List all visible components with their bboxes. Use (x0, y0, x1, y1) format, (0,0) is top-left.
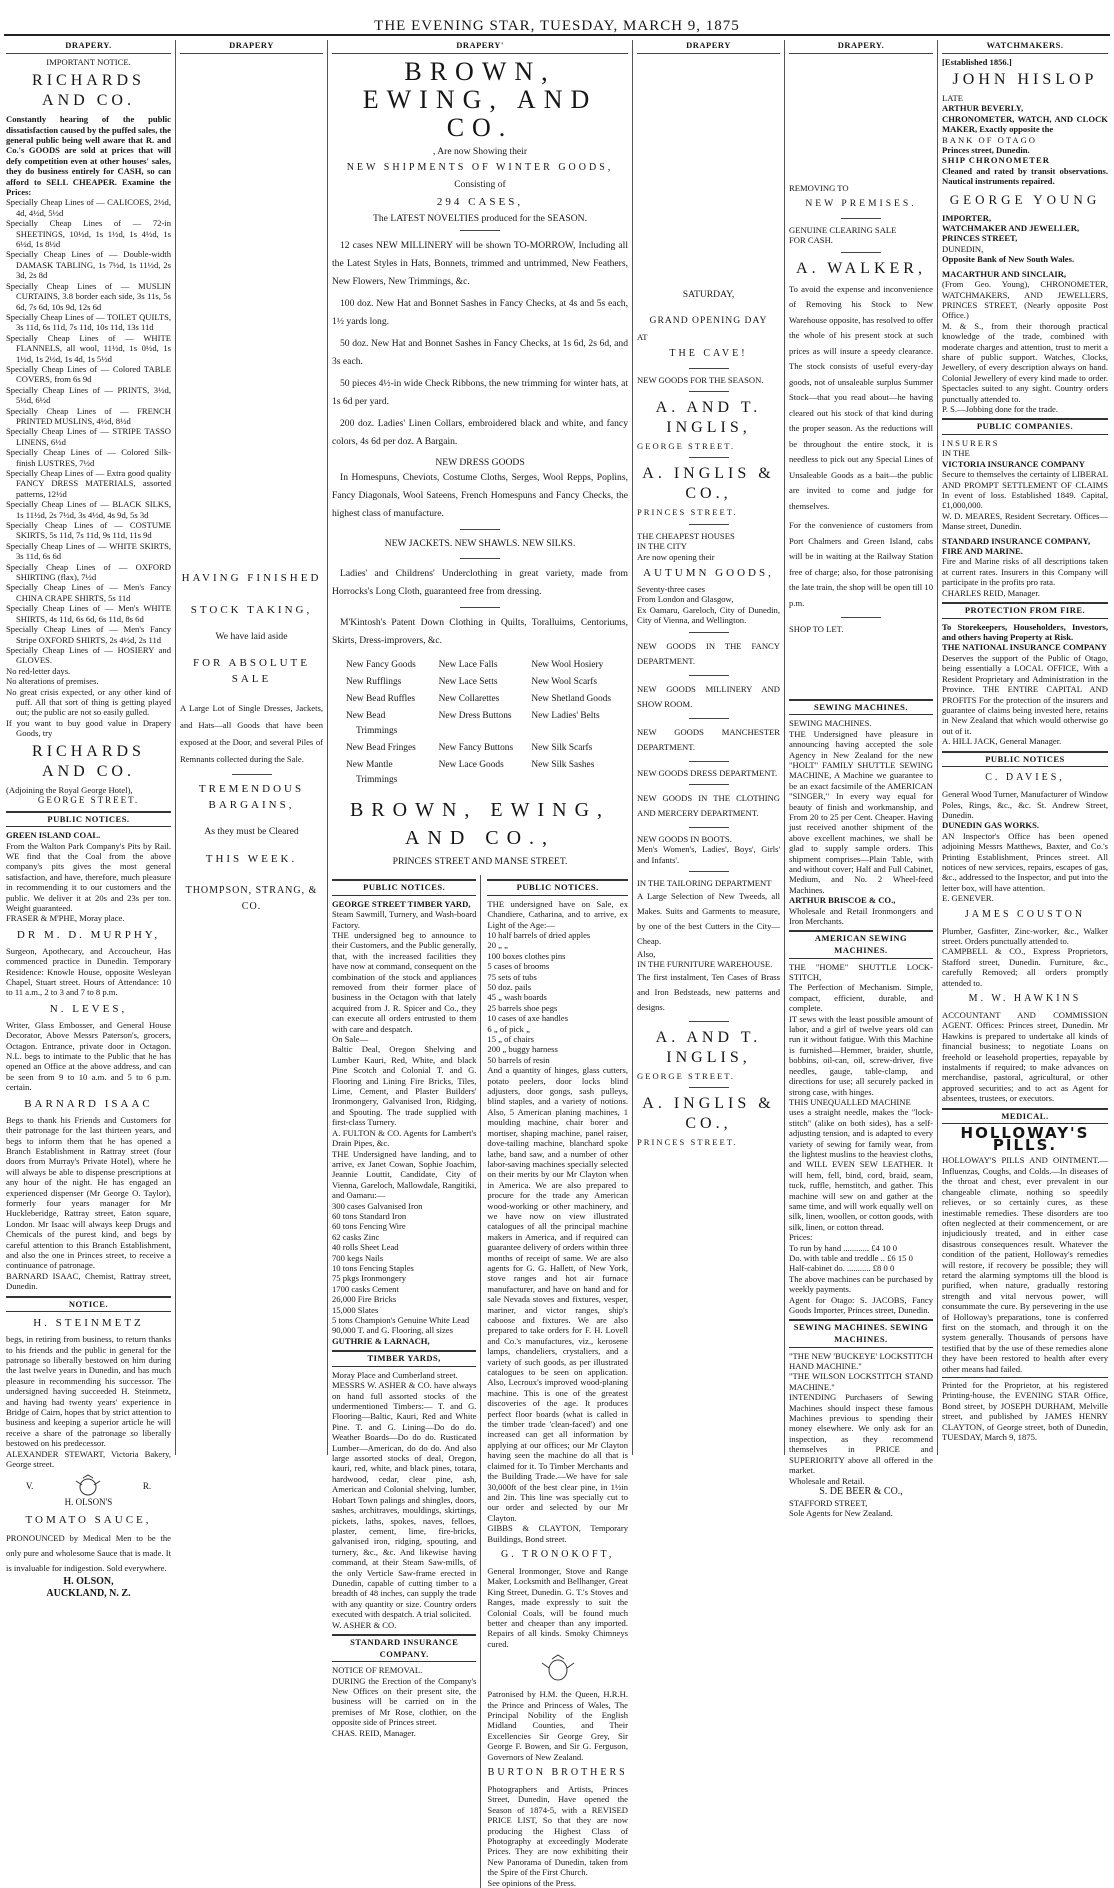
signature: S. DE BEER & CO., (819, 1485, 903, 1497)
notice-subheading: Wholesale and Retail Ironmongers and Iron Merchants. (789, 905, 933, 927)
city: AUCKLAND, N. Z. (46, 1587, 131, 1599)
ad-text: Fire and Marine risks of all descriptions taken at current rates. Insurers in this Company will participate in the profits pro rata. (942, 556, 1108, 588)
section-heading: PUBLIC COMPANIES. (942, 418, 1108, 435)
ad-line: THE CAVE! (669, 347, 748, 359)
department-line: Men's Women's, Ladies', Boys', Girls' and Infants'. (637, 844, 780, 865)
stock-line: 6 „ of pick „ (487, 1023, 530, 1034)
notice-heading: BURTON BROTHERS (487, 1767, 628, 1779)
ad-line: Also, (637, 948, 656, 959)
ad-line: We have laid aside (215, 630, 288, 642)
blank-space (789, 57, 933, 183)
ad-line: REMOVING TO (789, 182, 849, 193)
notice-subheading: The Perfection of Mechanism. Simple, compact, efficient, durable, and complete. (789, 982, 933, 1014)
column-1 (2, 40, 175, 1599)
ad-line: AUTUMN GOODS, (643, 567, 774, 580)
notice-heading: DR M. D. MURPHY, (16, 928, 161, 941)
royal-crest-icon (73, 1475, 103, 1497)
stock-line: 50 barrels of resin (487, 1054, 550, 1065)
column-4 (633, 40, 784, 1455)
ad-text: Cleaned and rated by transit observations. Nautical instruments repaired. (942, 165, 1108, 187)
stock-line: 10 tons Fencing Staples (332, 1262, 414, 1273)
ad-line: WATCHMAKER AND JEWELLER, (942, 223, 1080, 234)
goods-cell: New Fancy Buttons (438, 742, 514, 753)
goods-table (346, 658, 614, 788)
goods-cell: New Wool Scarfs (531, 676, 598, 687)
notice-text: General Ironmonger, Stove and Range Maker, Locksmith and Bellhanger, Great King Street, Dunedin. G. T.'s Stoves and Ranges, made expressly to suit the Colonial Coals, will be found much better and cheaper than any imported. Repairs of all kinds. Smoky Chimneys cured. (487, 1565, 629, 1649)
notice-text: INTENDING Purchasers of Sewing Machines should inspect these famous Machines previous to spending their money elsewhere. We only ask for an inspection, as they recommend themselves in PRICE and SUPERIORITY above all offered in the market. (789, 1392, 933, 1476)
price-line: Specially Cheap Lines of — Double-width DAMASK TABLING, 1s 7½d, 1s 11½d, 2s 3d, 2s 8d (6, 249, 171, 281)
price-line: Specially Cheap Lines of — BLACK SILKS, 1s 11½d, 2s 7½d, 3s 4½d, 4s 9d, 5s 3d (6, 499, 171, 520)
ad-text: For the convenience of customers from Port Chalmers and Green Island, cabs will be in waiting at the Railway Station free of charge; also, for those patronising the late train, the shop will be open till 10 p.m. (789, 520, 933, 608)
section-heading: PUBLIC NOTICES. (6, 811, 171, 828)
notice-heading: AMERICAN SEWING MACHINES. (789, 930, 933, 958)
notice-footer: Sole Agents for New Zealand. (789, 1507, 893, 1518)
goods-cell: New Bead Ruffles (346, 693, 416, 704)
goods-cell: New Lace Falls (438, 659, 498, 670)
ad-line: ARTHUR BEVERLY, (942, 103, 1024, 114)
signature: GUTHRIE & LARNACH, (332, 1335, 430, 1346)
ad-line: STOCK TAKING, (190, 603, 313, 616)
notice-heading: SEWING MACHINES. SEWING MACHINES. (789, 1319, 933, 1347)
column-heading: DRAPERY (637, 40, 780, 54)
blank-space (637, 249, 780, 289)
notice-label: Wholesale and Retail. (789, 1475, 865, 1486)
advertiser-name: A. AND T. INGLIS, (655, 399, 762, 436)
notice-heading: PROTECTION FROM FIRE. (942, 602, 1108, 619)
signature: Agent for Otago: S. JACOBS, Fancy Goods Importer, Princes street, Dunedin. (789, 1294, 933, 1316)
notice-text: Baltic Deal, Oregon Shelving and Lumber Kauri, Red, White, and black Pine Scotch and Colonial T. and G. Flooring and Lining Fire Bricks, Tiles, Lime, Cement, and Plaster Builders' Ironmongery, Galvanised Iron, Ridging, and Spouting. The trade supplied with first-class Turnery. (332, 1044, 477, 1128)
stock-line: 1700 casks Cement (332, 1283, 399, 1294)
product-text: PRONOUNCED by Medical Men to be the only pure and wholesome Sauce that is made. It is invaluable for indigestion. Sold everywhere. (6, 1533, 171, 1574)
signature: H. OLSON, (63, 1576, 114, 1588)
notice-text: THE Undersigned have landing, and to arrive, ex Janet Cowan, Sophie Joachim, Jeannie Louttit, Candidate, City of Vienna, Gareloch, Mallowdale, Rangitiki, and Oamaru:— (332, 1148, 477, 1201)
blank-space (180, 57, 323, 567)
ad-text: Plumber, Gasfitter, Zinc-worker, &c., Walker street. Orders punctually attended to. (942, 925, 1108, 946)
ad-text: General Wood Turner, Manufacturer of Window Poles, Rings, &c., &c. St. Andrew Street, Dunedin. (942, 789, 1108, 820)
ad-line: NEW PREMISES. (805, 198, 917, 209)
advertiser-name: RICHARDS AND CO. (32, 72, 145, 110)
ad-line: FIRE AND MARINE. (942, 546, 1023, 557)
advertiser-name: A. AND T. INGLIS, (655, 1028, 762, 1066)
price-line: Specially Cheap Lines of — Men's Fancy CHINA CRAPE SHIRTS, 5s 11d (6, 582, 171, 603)
advertiser-name: A. INGLIS & CO., (642, 465, 775, 503)
advertiser-name: A. WALKER, (796, 259, 926, 277)
public-notices-split (332, 875, 628, 1888)
ad-text: Secure to themselves the certainty of LIBERAL AND PROMPT SETTLEMENT OF CLAIMS In event of loss. Established 1849. Capital, £1,000,000. (942, 469, 1108, 511)
notice-heading: TIMBER YARDS, (332, 1350, 476, 1367)
ad-text: 200 doz. Ladies' Linen Collars, embroidered black and white, and fancy colors, 4s 6d per doz. A Bargain. (332, 418, 628, 448)
notice-text: Writer, Glass Embosser, and General House Decorator, Above Messrs Paterson's, grocers, Octagon. Entrance, private door in Octagon. N.L. begs to intimate to the Public that he has opened an Office at the above address, and can be seen from 9 to 10 a.m. and 5 to 6 p.m. certain. (6, 1019, 171, 1093)
terms-line: If you want to buy good value in Drapery Goods, try (6, 717, 171, 739)
signature: E. GENEVER. (942, 893, 994, 904)
notices-left (332, 875, 481, 1888)
ad-line: NEW GOODS FOR THE SEASON. (637, 374, 764, 385)
department-line: IN THE FURNITURE WAREHOUSE. (637, 959, 773, 970)
ad-text: Ladies' and Childrens' Underclothing in great variety, made from Horrocks's Long Cloth, guaranteed free from dressing. (332, 567, 628, 597)
newspaper-title: THE EVENING STAR, TUESDAY, MARCH 9, 1875 (374, 18, 740, 34)
section-heading: SEWING MACHINES. (789, 699, 933, 716)
stock-line: 100 boxes clothes pins (487, 950, 566, 961)
department-line: IN THE TAILORING DEPARTMENT (637, 878, 772, 889)
notice-text: uses a straight needle, makes the "lock-stitch" (alike on both sides), has a self-adjusting tension, and is adapted to every variety of sewing for family wear, from the lightest muslins to the heaviest cloths, and WILL EVEN SEW LEATHER. It will hem, fell, bind, cord, braid, seam, tuck, ruffle, hemstitch, and gather. This machine will sew on and gather at the same time, and will work equally well on silk, linen, woollen, or cotton goods, with silk, linen, or cotton thread. (789, 1107, 933, 1232)
ad-line: IMPORTER, (942, 212, 992, 223)
column-heading: DRAPERY. (789, 40, 933, 54)
price-line: Specially Cheap Lines of — CALICOES, 2½d, 4d, 4½d, 5½d (6, 197, 171, 218)
terms-line: No great crisis expected, or any other kind of puff. All that sort of thing is getting played out; the public are not so easily gulled. (6, 686, 171, 718)
goods-cell: New Lace Setts (438, 676, 498, 687)
notice-heading: THE "HOME" SHUTTLE LOCK-STITCH, (789, 961, 933, 983)
notice-text: IT sews with the least possible amount of labor, and a girl of twelve years old can run it without fatigue. With this Machine is furnished—Hemmer, braider, shuttle, bobbins, oil-can, oil, screw-driver, five needles, gauge, table-clamp, and directions for use; all securely packed in strong case, with hinges. (789, 1013, 933, 1097)
stock-line: 26,000 Fire Bricks (332, 1294, 397, 1305)
stock-line: 75 pkgs Ironmongery (332, 1273, 406, 1284)
ad-text: CAMPBELL & CO., Express Proprietors, Stafford street, Dunedin. Furniture, &c., carefully Removed; all orders promptly attended to. (942, 946, 1108, 988)
advertiser-name: JAMES COUSTON (964, 908, 1086, 920)
ad-line: FOR CASH. (789, 235, 833, 246)
signature: ARTHUR BRISCOE & CO., (789, 895, 896, 906)
goods-cell: New Mantle Trimmings (346, 759, 398, 785)
imprint: Printed for the Proprietor, at his registered Printing-house, the EVENING STAR Office, Bond street, by JOSEPH DURHAM, Melville street, and published by JAMES HENRY CLAYTON, of George street, both of Dunedin, TUESDAY, March 9, 1875. (942, 1377, 1108, 1442)
notice-label: IMPORTANT NOTICE. (46, 56, 131, 67)
notice-subheading: Steam Sawmill, Turnery, and Wash-board Factory. (332, 909, 477, 930)
price-line: Specially Cheap Lines of — STRIPE TASSO LINENS, 6½d (6, 426, 171, 447)
stock-line: 45 „ wash boards (487, 992, 547, 1003)
price-line: Specially Cheap Lines of — Men's Fancy Stripe OXFORD SHIRTS, 2s 4½d, 2s 11d (6, 624, 171, 645)
department-line: NEW GOODS MILLINERY AND SHOW ROOM. (637, 683, 780, 709)
goods-cell: New Shetland Goods (531, 693, 612, 704)
notice-heading: SEWING MACHINES. (789, 718, 872, 729)
stock-line: 50 doz. pails (487, 982, 532, 992)
stock-line: 5 cases of brooms (487, 961, 550, 972)
notice-label: On Sale— (332, 1034, 369, 1045)
ad-text: 50 doz. New Hat and Bonnet Sashes in Fancy Checks, at 1s 6d, 2s 6d, and 3s each. (332, 338, 628, 368)
stock-line: 10 half barrels of dried apples (487, 929, 591, 940)
royal-crest-icon (538, 1655, 578, 1683)
section-heading: MEDICAL. (942, 1108, 1108, 1125)
established: [Established 1856.] (942, 56, 1012, 67)
advertiser-name: C. DAVIES, (985, 772, 1065, 784)
blank-space (789, 635, 933, 695)
advertiser-name: VICTORIA INSURANCE COMPANY (942, 458, 1085, 469)
notice-subheading: NOTICE OF REMOVAL. (332, 1665, 423, 1676)
notice-text: THE undersigned have on Sale, ex Chandiere, Catharina, and to arrive, ex Light of the Age:— (487, 898, 628, 930)
goods-cell: New Wool Hosiery (531, 659, 604, 670)
goods-cell: New Collarettes (438, 693, 500, 704)
signature: BARNARD ISAAC, Chemist, Rattray street, Dunedin. (6, 1270, 171, 1292)
ad-line: GENUINE CLEARING SALE (789, 225, 897, 235)
ad-line: From London and Glasgow, (637, 594, 734, 605)
goods-cell: New Bead Fringes (346, 742, 416, 753)
signature: A. FULTON & CO. Agents for Lambert's Drain Pipes, &c. (332, 1127, 477, 1149)
ad-text: To avoid the expense and inconvenience of Removing his Stock to New Warehouse opposite, has resolved to offer the whole of his present stock at such prices as will insure a speedy clearance. The stock consists of useful every-day goods, not of unsaleable surplus Summer Stock—that you read about—he having cleared out his stock of that kind during the proper season. As the reductions will be throughout the entire stock, it is needless to pick out any Special Lines of Unsaleable Goods as a bait—the public are invited to come and judge for themselves. (789, 283, 933, 511)
stock-list (332, 1201, 476, 1336)
ad-line: (From Geo. Young), CHRONOMETER, WATCHMAKERS, AND JEWELLERS, PRINCES STREET, (Nearly opposite Post Office.) (942, 279, 1108, 321)
ad-line: 294 CASES, (436, 195, 524, 208)
stock-line: 25 barrels shoe pegs (487, 1002, 558, 1013)
notice-text: THE Undersigned have pleasure in announcing having accepted the sole Agency in New Zealand for the new "HOLT" FAMILY SHUTTLE SEWING MACHINE, A Machine we guarantee to be an exact facsimile of the AMERICAN "SINGER," In every way equal for beauty of finish and workmanship, and From 20 to 25 per Cent. Cheaper. Having just received another shipment of the above excellent machines, we shall be glad to supply sample orders. This shipment comprises—Plain Table, with and without cover; Half and Full Cabinet, Medium, and No. 2 Wheel-feed Machines. (789, 728, 933, 895)
street: PRINCES STREET. (637, 1136, 738, 1147)
ad-text: The first instalment, Ten Cases of Brass and Iron Bedsteads, new patterns and designs. (637, 971, 780, 1012)
ad-line: INSURERS (942, 437, 1000, 448)
ad-line: LATE (942, 93, 964, 103)
ad-line: THIS WEEK. (205, 852, 298, 865)
ad-line: Princes street, Dunedin. (942, 145, 1030, 156)
ad-text: ACCOUNTANT AND COMMISSION AGENT. Offices: Princes street, Dunedin. Mr Hawkins is prepared to undertake all kinds of financial business; to negotiate Loans on freehold or leasehold properties, repayable by instalments if required; to make advances on merchandise, pastoral, agricultural, or other approved securities; and to act as Agent for absentees, trustees, or executors. (942, 1010, 1108, 1104)
street: GEORGE STREET. (637, 1070, 736, 1081)
ad-text: M'Kintosh's Patent Down Clothing in Quilts, Toralluims, Centoriums, Skirts, Dress-improvers, &c. (332, 616, 628, 646)
advertiser-name: H. OLSON'S (64, 1497, 113, 1508)
column-5 (785, 40, 937, 1518)
advertiser-name: JOHN HISLOP (952, 71, 1098, 88)
ad-line: FOR ABSOLUTE SALE (193, 657, 310, 686)
price-line: Specially Cheap Lines of — Colored Silk-finish LUSTRES, 7½d (6, 447, 171, 468)
advertiser-name: THOMPSON, STRANG, & CO. (185, 884, 318, 912)
price-line: Specially Cheap Lines of — WHITE SKIRTS, 3s 11d, 6s 6d (6, 540, 171, 562)
royal-initial: V. (25, 1480, 34, 1491)
notice-heading: STANDARD INSURANCE COMPANY. (332, 1634, 476, 1662)
price-list (789, 1243, 933, 1274)
stock-line: 90,000 T. and G. Flooring, all sizes (332, 1325, 453, 1336)
stock-line: 300 cases Galvanised Iron (332, 1200, 423, 1211)
notice-heading: G. TRONOKOFT, (501, 1548, 615, 1560)
ad-text: M. & S., from their thorough practical knowledge of the trade, combined with moderate charges and attention, trust to merit a share of public support. Watches, Clocks, Jewellery, of every description always on hand. Colonial Jewellery of every kind made to order. Spectacles suited to any sight. Country orders punctually attended to. (942, 320, 1108, 404)
ad-intro: Constantly hearing of the public dissatisfaction caused by the puffed sales, the general public being well aware that R. and Co.'s GOODS are sold at prices that will defy competition even at other houses' sales, they do business entirely for CASH, so can afford to SELL CHEAPER. Examine the Prices: (6, 114, 171, 198)
stock-line: 62 casks Zinc (332, 1231, 380, 1242)
advertiser-name: THE NATIONAL INSURANCE COMPANY (942, 642, 1108, 653)
ad-line: Ex Oamaru, Gareloch, City of Dunedin, City of Vienna, and Wellington. (637, 604, 780, 626)
stock-line: 60 tons Standard Iron (332, 1210, 407, 1221)
address: STAFFORD STREET, (789, 1497, 868, 1508)
street: PRINCES STREET. (637, 507, 738, 518)
ad-text: Deserves the support of the Public of Otago, being essentially a LOCAL OFFICE, With a Resident Proprietary and Administration in the Province. THE ENTIRE CAPITAL AND PROFITS For the protection of the insurers and guarantee of claims being invested here, retains in New Zealand that which would otherwise go out of it. (942, 652, 1108, 736)
ad-text: A Large Selection of New Tweeds, all Makes. Suits and Garments to measure, by one of the best Cutters in the City—Cheap. (637, 890, 780, 946)
price-line: Specially Cheap Lines of — Colored TABLE COVERS, from 6s 9d (6, 363, 171, 385)
ad-line: To Storekeepers, Householders, Investors, and others having Property at Risk. (942, 621, 1108, 643)
signature: ALEXANDER STEWART, Victoria Bakery, George street. (6, 1448, 171, 1470)
advertiser-name: MACARTHUR AND SINCLAIR, (942, 268, 1067, 279)
ad-line: THE CHEAPEST HOUSES (637, 530, 735, 541)
ad-line: Seventy-three cases (637, 584, 706, 595)
ad-terms (6, 666, 171, 739)
department-line: NEW GOODS IN THE CLOTHING AND MERCERY DEPARTMENT. (637, 793, 780, 819)
notice-heading: BARNARD ISAAC (24, 1097, 153, 1110)
address: PRINCES STREET AND MANSE STREET. (392, 855, 568, 867)
notices-right (487, 875, 628, 1888)
ad-line: As they must be Cleared (204, 826, 299, 838)
goods-cell: New Bead Trimmings (346, 710, 398, 736)
ad-line: Opposite Bank of New South Wales. (942, 254, 1075, 265)
ad-line: IN THE (942, 448, 970, 459)
column-heading: DRAPERY' (332, 40, 628, 54)
advertiser-name: BROWN, EWING, AND CO. (362, 56, 598, 142)
ad-line: GRAND OPENING DAY (649, 315, 768, 327)
section-heading: PUBLIC NOTICES (942, 751, 1108, 768)
ad-line: SHIP CHRONOMETER (942, 155, 1050, 166)
price-line: To run by hand ............ £4 10 0 (789, 1242, 898, 1253)
stock-line: 15,000 Slates (332, 1304, 379, 1315)
stock-line: 15 „ of chairs (487, 1034, 534, 1045)
price-line: Specially Cheap Lines of — TOILET QUILTS, 3s 11d, 6s 11d, 7s 11d, 10s 11d, 13s 11d (6, 311, 171, 333)
stock-line: 40 rolls Sheet Lead (332, 1242, 399, 1253)
column-6 (938, 40, 1112, 1455)
notice-text: Begs to thank his Friends and Customers for their patronage for the last thirteen years, and begs to inform them that he has opened a Branch Establishment in Rattray street (four doors from Murray's Private Hotel), where he will always be able to dispense prescriptions at any hour of the night. He has engaged an experienced dispenser (Mr George O. Taylor), formerly four years manager for Mr Huckleberidge, Rattray street, Eaton square, London. Mr Isaac will always keep Drugs and Chemicals of the purest kind, and begs by careful attention to this Branch Establishment, and also the one in Princes street, to receive a continuance of patronage. (6, 1114, 171, 1271)
ad-text: In Homespuns, Cheviots, Costume Cloths, Serges, Wool Repps, Poplins, Fancy Diagonals, Wool Sateens, French Homespuns and Fancy Checks, the highest class of manufacture. (332, 471, 628, 519)
address: (Adjoining the Royal George Hotel), (6, 784, 133, 795)
price-line: Specially Cheap Lines of — MUSLIN CURTAINS, 3.8 border each side, 3s 11s, 5s 6d, 7s 6d, 10s 9d, 12s 6d (6, 280, 171, 312)
advertiser-name: GEORGE YOUNG (949, 191, 1101, 207)
goods-cell: New Lace Goods (438, 759, 504, 770)
ad-line: NEW SHIPMENTS OF WINTER GOODS, (346, 162, 614, 174)
goods-cell: New Ladies' Belts (531, 710, 600, 721)
notice-heading: THIS UNEQUALLED MACHINE (789, 1096, 911, 1107)
price-line: Specially Cheap Lines of — OXFORD SHIRTING (flax), 7½d (6, 561, 171, 583)
goods-cell: New Dress Buttons (438, 710, 512, 721)
terms-line: No alterations of premises. (6, 676, 99, 687)
notice-text: MESSRS W. ASHER & CO. have always on hand full assorted stocks of the undermentioned Timbers:— T. and G. Flooring—Baltic, Kauri, Red and White Pine. T. and G. Lining—Do do do. Weather Boards—Do do do. Rusticated Lumber—American, do do do. And also large assorted stocks of deal, Oregon, kauri, red, white, and black pines, totara, hardwood, cedar, clear pine, ash, American and Colonial shelving, lumber, Hobart Town palings and shingles, doors, sashes, architraves, mouldings, skirtings, pickets, laths, spokes, naves, felloes, plaster, cement, lime, fire-bricks, galvanised iron, ridging, spouting, and turnery, &c., &c. And likewise having command, at their Steam Saw-mills, of the only Verticle Saw-frame erected in Dunedin, capable of cutting timber to a breadth of 48 inches, can supply the trade with any quantity or size. Country orders executed with despatch. A trial solicited. (332, 1380, 477, 1620)
notice-heading: N. LEVES, (49, 1002, 128, 1015)
signature: W. D. MEARES, Resident Secretary. Offices—Manse street, Dunedin. (942, 510, 1108, 532)
ad-line: HAVING FINISHED (181, 571, 322, 584)
ad-line: SHOP TO LET. (789, 624, 844, 635)
notice-text: From the Walton Park Company's Pits by Rail. WE find that the Coal from the above company's pits gives the most general satisfaction, and have, therefore, much pleasure in recommending it to our customers and the public. We deliver it at 20s and 23s per ton. Weight guaranteed. (6, 840, 171, 913)
column-3 (328, 40, 632, 1888)
ad-line: IN THE CITY (637, 541, 687, 552)
goods-cell: New Silk Sashes (531, 759, 595, 770)
signature: GIBBS & CLAYTON, Temporary Buildings, Bond street. (487, 1523, 628, 1544)
price-line: Half-cabinet do. ........... £8 0 0 (789, 1263, 895, 1274)
stock-list (487, 930, 628, 1065)
notice-text: Surgeon, Apothecary, and Accoucheur, Has commenced practice in Dunedin. Temporary Residence: Knowle House, opposite Wesleyan Chapel, Stuart street. Hours of Attendance: 10 to 11 a.m., 2 to 3 and 7 to 8 p.m. (6, 945, 171, 998)
department-line: NEW GOODS IN THE FANCY DEPARTMENT. (637, 640, 780, 666)
price-line: Specially Cheap Lines of — FRENCH PRINTED MUSLINS, 4½d, 8½d (6, 405, 171, 426)
column-heading: DRAPERY. (6, 40, 171, 54)
ad-line: P. S.—Jobbing done for the trade. (942, 403, 1059, 414)
terms-line: No red-letter days. (6, 665, 71, 676)
ad-text: CHRONOMETER, WATCH, AND CLOCK MAKER, Exactly opposite the (942, 113, 1108, 135)
ad-line: The LATEST NOVELTIES produced for the SEASON. (373, 212, 587, 224)
price-list (6, 197, 171, 665)
price-line: Specially Cheap Lines of — PRINTS, 3½d, 5½d, 6½d (6, 384, 171, 406)
goods-cell: New Silk Scarfs (531, 742, 593, 753)
advertiser-name: A. INGLIS & CO., (642, 1094, 775, 1132)
notice-text: THE undersigned beg to announce to their Customers, and the Public generally, that, with the increased facilities they have now at command, consequent on the combination of the stock and appliances removed from their former place of business in the Octagon with that lately acquired from J. R. Spicer and Co., they can execute all orders entrusted to them with care and despatch. (332, 929, 477, 1034)
notice-text: begs, in retiring from business, to return thanks to his friends and the public in general for the patronage so liberally bestowed on him during the last twelve years in Dunedin, and has much pleasure in recommending his successor. The undersigned having succeeded H. Steinmetz, and having had twenty years' experience in Bridge of Cairn, hopes that by strict attention to business and keeping a superior article he will receive a share of the patronage so liberally bestowed on his predecessor. (6, 1334, 171, 1449)
advertiser-name: STANDARD INSURANCE COMPANY, (942, 535, 1091, 546)
advertiser-name: M. W. HAWKINS (968, 993, 1082, 1005)
ad-line: Are now opening their (637, 551, 715, 562)
ad-heading: NEW JACKETS. NEW SHAWLS. NEW SILKS. (384, 537, 576, 549)
ad-text: HOLLOWAY'S PILLS AND OINTMENT.—Influenzas, Coughs, and Colds.—In diseases of the throat and chest, ever prevalent in our changeable climate, nothing so speedily relieves, or so certainly cures, as these inestimable remedies. These disorders are too often neglected at their commencement, or are injudiciously treated, and in either case disastrous consequences result. Whatever the condition of the patient, Holloway's remedies will restore, if recovery be possible; they will retard the alarming symptoms till the blood is purified, when nature, gradually restoring strength and vital nervous power, will consummate the cure. By persevering in the use of Holloway's preparations, tone is conferred first on the stomach, and through it on the system generally. Thousands of persons have testified that by the use of these remedies alone they have been restored to health after every other means had failed. (942, 1155, 1108, 1374)
goods-cell: New Rufflings (346, 676, 402, 687)
royal-initial: R. (142, 1480, 152, 1491)
column-heading: WATCHMAKERS. (942, 40, 1108, 54)
notice-text: The above machines can be purchased by weekly payments. (789, 1273, 933, 1295)
goods-cell: New Fancy Goods (346, 659, 416, 670)
ad-text: 50 pieces 4½-in wide Check Ribbons, the new trimming for winter hats, at 1s 6d per yard. (332, 378, 628, 408)
department-line: NEW GOODS DRESS DEPARTMENT. (637, 767, 778, 778)
ad-line: PRINCES STREET, (942, 233, 1018, 244)
notice-text: AN Inspector's Office has been opened adjoining Messrs Matthews, Baxter, and Co.'s Printing Establishment, Princes street. All notices of new services, repairs, escapes of gas, &c., addressed to the Inspector, and put into the letter box, will have attention. (942, 830, 1108, 893)
price-line: Specially Cheap Lines of — HOSIERY and GLOVES. (6, 644, 171, 666)
signature: FRASER & M'PHE, Moray place. (6, 913, 125, 924)
price-line: Specially Cheap Lines of — 72-in SHEETINGS, 10½d, 1s 1½d, 1s 4½d, 1s 6½d, 1s 8½d (6, 218, 171, 250)
ad-line: TREMENDOUS BARGAINS, (198, 783, 305, 812)
section-heading: NOTICE. (6, 1296, 171, 1313)
price-line: Specially Cheap Lines of — COSTUME SKIRTS, 5s 11d, 7s 11d, 9s 11d, 11s 9d (6, 520, 171, 541)
stock-line: 60 tons Fencing Wire (332, 1221, 406, 1232)
ad-text: 12 cases NEW MILLINERY will be shown TO-MORROW, Including all the Latest Styles in Hats, Bonnets, trimmed and untrimmed, New Feathers, New Flowers, New Trimmings, &c. (332, 240, 628, 288)
price-line: Specially Cheap Lines of — Extra good quality FANCY DRESS MATERIALS, assorted patterns, 12½d (6, 468, 171, 499)
column-2 (176, 40, 327, 1455)
notice-heading: GREEN ISLAND COAL. (6, 830, 101, 841)
department-line: NEW GOODS MANCHESTER DEPARTMENT. (637, 726, 780, 752)
street: GEORGE STREET. (37, 794, 140, 805)
ad-heading: NEW DRESS GOODS (435, 457, 525, 469)
ad-line: , Are now Showing their (432, 145, 528, 157)
stock-line: 10 cases of axe handles (487, 1013, 569, 1024)
ad-line: AT (637, 332, 648, 343)
blank-space (637, 57, 780, 249)
advertiser-name: HOLLOWAY'S PILLS. (960, 1124, 1090, 1154)
notice-heading: GEORGE STREET TIMBER YARD, (332, 898, 471, 909)
ad-line: SATURDAY, (682, 288, 735, 300)
signature: CHAS. REID, Manager. (332, 1727, 416, 1738)
ad-text: A Large Lot of Single Dresses, Jackets, and Hats—all Goods that have been exposed at the Door, and several Piles of Remnants collected during the Sale. (180, 703, 323, 765)
royal-arms-row (6, 1475, 171, 1497)
notice-text: And a quantity of hinges, glass cutters, potato peelers, door locks blind adjusters, door gongs, sash pulleys, blind staples, and a variety of notions. Also, 5 American planing machines, 1 moulding machine, chair borer and mortiser, shaping machine, panel raiser, dove-tailing machine, blanchard spoke lathe, band saw, and a number of other labor-saving machines specially selected on their merits by our Mr Clayton when in America. We are also prepared to procure for the trade any American wood-working or other machinery, and we have now on view illustrated catalogues of all the principal machine makers in America, and if required can guarantee delivery of orders within three months of receipt of same. We are also agents for G. G. Hallett, of New York, stove ranges and hot air furnace manufacturer, and have on hand and for sale Nevada stoves and fixtures, vesper, mariner, and victor ranges, ship's caboose and fixtures. We are also prepared to take orders for F. H. Lovell and Co.'s manufactures, viz., kerosene lamps, chandeliers, crystaliers, and a variety of such goods, as per illustrated catalogues to be seen on application. Also, Lecroux's improved wood-planing machine. This is one of the greatest discoveries of the age. It produces perfect floor boards (what is called in the timber trade 'clean-faced') and one increased can get all information by applying at our offices; our Mr Clayton having seen the machine do all that is claimed for it. To Timber Merchants and the Building Trade.—We have for sale 30,000ft of the best clear pine, in 1½in and 2in. This line was specially cut to our order and selected by our Mr Clayton. (487, 1065, 628, 1523)
price-line: Do. with table and treddle .. £6 15 0 (789, 1253, 913, 1263)
section-heading: PUBLIC NOTICES. (487, 879, 628, 896)
department-line: NEW GOODS IN BOOTS. (637, 834, 732, 845)
street: GEORGE STREET. (637, 441, 736, 451)
product-name: TOMATO SAUCE, (25, 1514, 152, 1527)
advertiser-name: BROWN, EWING, AND CO., (349, 798, 611, 849)
signature: A. HILL JACK, General Manager. (942, 736, 1062, 747)
ad-line: BANK OF OTAGO (942, 134, 1038, 145)
notice-subheading: Moray Place and Cumberland street. (332, 1369, 458, 1380)
ad-text: 100 doz. New Hat and Bonnet Sashes in Fancy Checks, at 4s and 5s each, 1½ yards long. (332, 298, 628, 328)
notice-heading: "THE WILSON LOCKSTITCH STAND MACHINE." (789, 1371, 933, 1392)
notice-heading: H. STEINMETZ (33, 1317, 144, 1330)
stock-line: 75 sets of tubs (487, 971, 537, 982)
ad-line: Consisting of (454, 179, 506, 191)
stock-line: 5 tons Champion's Genuine White Lead (332, 1315, 470, 1325)
notice-heading: "THE NEW 'BUCKEYE' LOCKSTITCH HAND MACHINE." (789, 1350, 933, 1372)
stock-line: 200 „ buggy harness (487, 1044, 558, 1055)
notice-text: Patronised by H.M. the Queen, H.R.H. the Prince and Princess of Wales, The Principal Nobility of the English Midland Counties, and Their Excellencies Sir George Grey, Sir George F. Bowen, and Sir G. Ferguson, Governors of New Zealand. (487, 1689, 628, 1762)
notice-text: Photographers and Artists, Princes Street, Dunedin, Have opened the Season of 1874-5, with a REVISED PRICE LIST, So that they are now producing the Highest Class of Photography at exceedingly Moderate Prices. They are now exhibiting their New Panorama of Dunedin, taken from the Spire of the First Church. (487, 1784, 628, 1878)
notice-heading: DUNEDIN GAS WORKS. (942, 820, 1040, 831)
notice-footer: See opinions of the Press. (487, 1877, 576, 1888)
price-line: Specially Cheap Lines of — Men's WHITE SHIRTS, 4s 11d, 6s 6d, 6s 11d, 8s 6d (6, 603, 171, 624)
notice-text: DURING the Erection of the Company's New Offices on their present site, the business will be carried on in the premises of Mr Rose, clothier, on the opposite side of Princes street. (332, 1675, 477, 1728)
section-heading: PUBLIC NOTICES. (332, 879, 476, 896)
ad-line: DUNEDIN, (942, 243, 984, 254)
column-heading: DRAPERY (180, 40, 323, 54)
notice-label: Prices: (789, 1232, 813, 1243)
stock-line: 700 kegs Nails (332, 1252, 384, 1263)
signature: CHARLES REID, Manager. (942, 587, 1040, 598)
stock-line: 20 „ „ (487, 940, 508, 951)
price-line: Specially Cheap Lines of — WHITE FLANNELS, all wool, 11½d, 1s 0½d, 1s 1½d, 1s 2½d, 1s 4d, 1s 5½d (6, 332, 171, 364)
advertiser-name: RICHARDS AND CO. (32, 742, 145, 780)
signature: W. ASHER & CO. (332, 1619, 397, 1630)
masthead-rule (4, 34, 1110, 36)
